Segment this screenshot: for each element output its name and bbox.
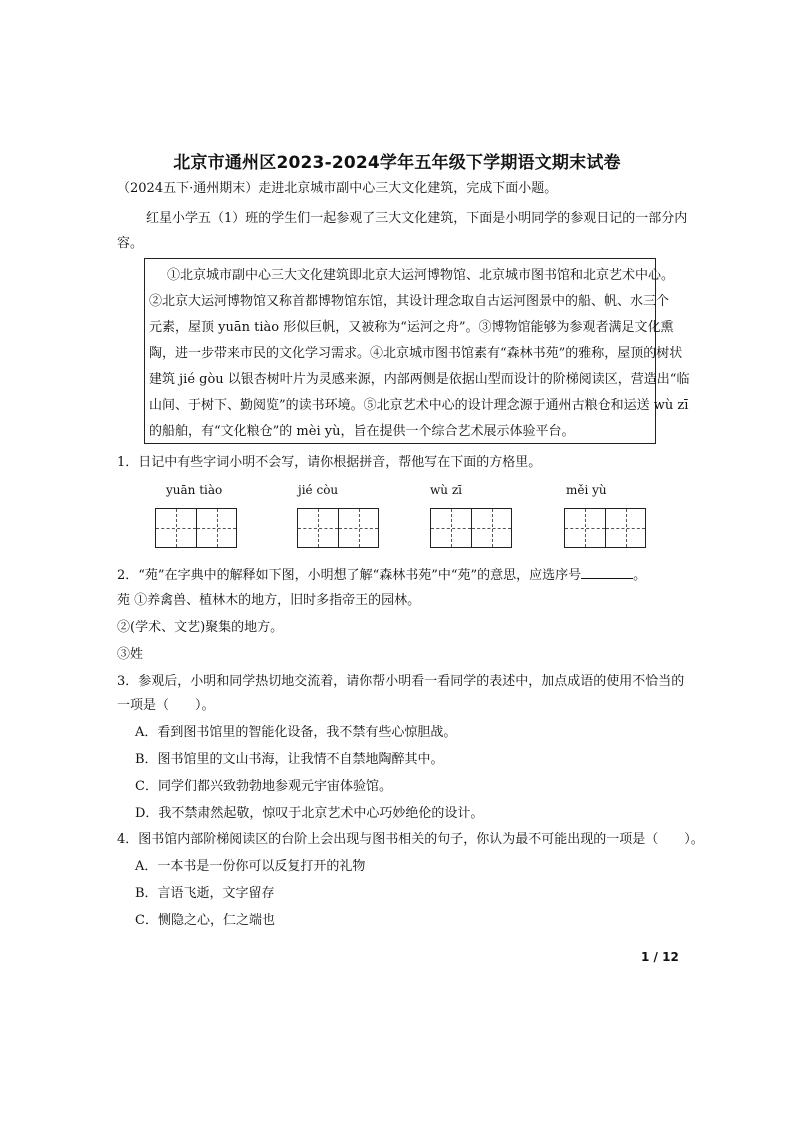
question-3-line-2: 一项是（ ）。 bbox=[117, 698, 215, 713]
writing-cell[interactable] bbox=[471, 509, 511, 547]
answer-blank[interactable] bbox=[581, 566, 633, 579]
option-a: A．一本书是一份你可以反复打开的礼物 bbox=[135, 859, 366, 874]
option-b: B．言语飞逝，文字留存 bbox=[135, 886, 275, 901]
diary-line: ①北京城市副中心三大文化建筑即北京大运河博物馆、北京城市图书馆和北京艺术中心。 bbox=[167, 268, 675, 283]
pinyin-label: jié còu bbox=[298, 483, 339, 497]
writing-grid-1[interactable] bbox=[155, 508, 237, 548]
writing-cell[interactable] bbox=[196, 509, 236, 547]
writing-cell[interactable] bbox=[298, 509, 338, 547]
question-3-line-1: 3．参观后，小明和同学热切地交流着，请你帮小明看一看同学的表述中，加点成语的使用不恰当的 bbox=[117, 674, 685, 689]
diary-line: 元素，屋顶 yuān tiào 形似巨帆，又被称为“运河之舟”。③博物馆能够为参观者满足文化熏 bbox=[149, 320, 674, 335]
diary-line: 建筑 jié gòu 以银杏树叶片为灵感来源，内部两侧是依据山型而设计的阶梯阅读区，营造出“临 bbox=[149, 372, 690, 387]
question-2-end: 。 bbox=[633, 568, 647, 583]
passage-intro-line-2: 容。 bbox=[117, 236, 144, 251]
question-4: 4．图书馆内部阶梯阅读区的台阶上会出现与图书相关的句子，你认为最不可能出现的一项是（ ）。 bbox=[117, 832, 704, 847]
writing-cell[interactable] bbox=[156, 509, 196, 547]
option-b: B．图书馆里的文山书海，让我情不自禁地陶醉其中。 bbox=[135, 752, 444, 767]
dictionary-definition-1: 苑 ①养禽兽、植林木的地方，旧时多指帝王的园林。 bbox=[117, 593, 421, 608]
question-1: 1．日记中有些字词小明不会写，请你根据拼音，帮他写在下面的方格里。 bbox=[117, 455, 542, 470]
option-a: A．看到图书馆里的智能化设备，我不禁有些心惊胆战。 bbox=[135, 725, 457, 740]
writing-cell[interactable] bbox=[338, 509, 378, 547]
option-d: D．我不禁肃然起敬，惊叹于北京艺术中心巧妙绝伦的设计。 bbox=[135, 806, 484, 821]
option-c: C．恻隐之心，仁之端也 bbox=[135, 913, 275, 928]
page-number: 1 / 12 bbox=[641, 950, 679, 964]
pinyin-label: yuān tiào bbox=[166, 483, 223, 497]
dictionary-definition-2: ②(学术、文艺)聚集的地方。 bbox=[117, 620, 284, 635]
writing-cell[interactable] bbox=[431, 509, 471, 547]
writing-cell[interactable] bbox=[565, 509, 605, 547]
writing-cell[interactable] bbox=[605, 509, 645, 547]
diary-excerpt-box bbox=[144, 258, 690, 444]
diary-line: 的船舶，有“文化粮仓”的 mèi yù，旨在提供一个综合艺术展示体验平台。 bbox=[149, 424, 575, 439]
question-2 bbox=[117, 566, 646, 584]
dictionary-definition-3: ③姓 bbox=[117, 647, 144, 662]
option-c: C．同学们都兴致勃勃地参观元宇宙体验馆。 bbox=[135, 779, 392, 794]
writing-grid-2[interactable] bbox=[297, 508, 379, 548]
diary-line: ②北京大运河博物馆又称首都博物馆东馆，其设计理念取自古运河图景中的船、帆、水三个 bbox=[149, 294, 670, 309]
diary-line: 陶，进一步带来市民的文化学习需求。④北京城市图书馆素有“森林书苑”的雅称，屋顶的树状 bbox=[149, 346, 683, 361]
passage-intro-line-1: 红星小学五（1）班的学生们一起参观了三大文化建筑，下面是小明同学的参观日记的一部分内 bbox=[146, 211, 688, 226]
writing-grid-4[interactable] bbox=[564, 508, 646, 548]
writing-grid-3[interactable] bbox=[430, 508, 512, 548]
pinyin-label: wù zī bbox=[430, 483, 462, 497]
intro-text: （2024五下·通州期末）走进北京城市副中心三大文化建筑，完成下面小题。 bbox=[117, 181, 558, 196]
question-2-text: 2．“苑”在字典中的解释如下图，小明想了解“森林书苑”中“苑”的意思，应选序号 bbox=[117, 568, 582, 583]
diary-line: 山间、于树下、勤阅览”的读书环境。⑤北京艺术中心的设计理念源于通州古粮仓和运送 wù zī bbox=[149, 398, 689, 413]
page-title: 北京市通州区2023-2024学年五年级下学期语文期末试卷 bbox=[173, 153, 621, 173]
pinyin-label: měi yù bbox=[566, 483, 607, 497]
